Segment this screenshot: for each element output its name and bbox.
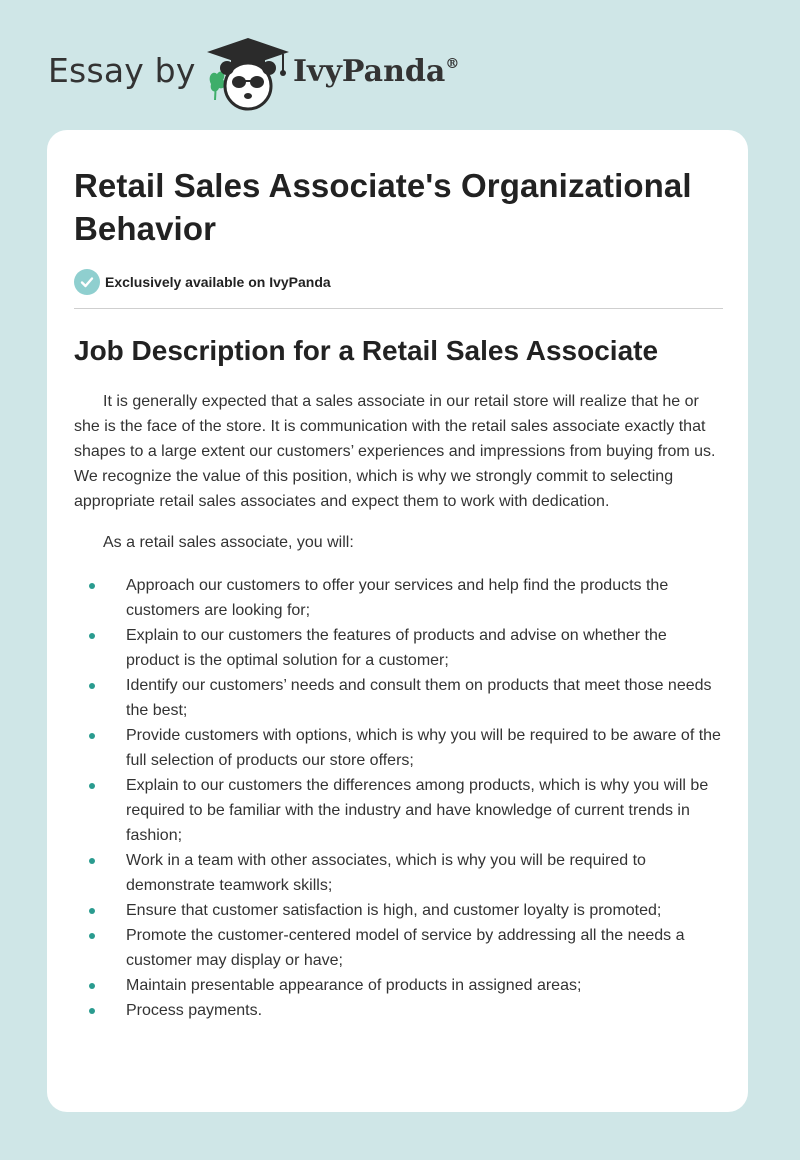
list-item (74, 848, 774, 898)
list-item (74, 723, 774, 773)
exclusive-badge (74, 269, 721, 295)
panda-graduate-icon[interactable] (203, 34, 293, 112)
list-intro-paragraph: As a retail sales associate, you will: (103, 534, 354, 551)
bullet-icon (89, 983, 95, 989)
list-item (74, 998, 774, 1023)
list-item-text: Process payments. (126, 1002, 263, 1019)
bullet-icon (89, 733, 95, 739)
checkmark-icon (74, 269, 100, 295)
brand-name-text: IvyPanda (293, 54, 446, 89)
bullet-icon (89, 683, 95, 689)
intro-paragraph: It is generally expected that a sales associate in our retail store will realize that he or she is the face of the store. It is communication with the retail sales associate exactly that shapes to a large extent our customers’ experiences and impressions from buying from us. We recognize the value of this position, which is why we strongly commit to selecting appropriate retail sales associates and expect them to work with dedication. (74, 393, 716, 510)
list-item (74, 623, 774, 673)
list-item-text: Explain to our customers the features of products and advise on whether the product is the optimal solution for a customer; (126, 627, 667, 669)
essay-card (47, 130, 748, 1112)
list-item (74, 573, 774, 623)
section-heading: Job Description for a Retail Sales Associate (74, 335, 659, 366)
list-item-text: Promote the customer-centered model of service by addressing all the needs a customer may display or have; (126, 927, 685, 969)
list-item-text: Provide customers with options, which is why you will be required to be aware of the full selection of products our store offers; (126, 727, 721, 769)
list-item-text: Maintain presentable appearance of products in assigned areas; (126, 977, 582, 994)
brand-prefix: Essay by (48, 51, 196, 90)
list-item (74, 773, 774, 848)
brand-name[interactable] (293, 54, 459, 89)
list-item-text: Explain to our customers the differences among products, which is why you will be required to be familiar with the industry and have knowledge of current trends in fashion; (126, 777, 709, 844)
list-item-text: Ensure that customer satisfaction is high, and customer loyalty is promoted; (126, 902, 662, 919)
bullet-icon (89, 583, 95, 589)
bullet-icon (89, 908, 95, 914)
list-item-text: Work in a team with other associates, which is why you will be required to demonstrate teamwork skills; (126, 852, 646, 894)
badge-text: Exclusively available on IvyPanda (105, 274, 331, 290)
bullet-icon (89, 1008, 95, 1014)
bullet-icon (89, 633, 95, 639)
registered-mark: ® (445, 56, 460, 72)
list-item (74, 973, 774, 998)
bullet-icon (89, 933, 95, 939)
list-item-text: Identify our customers’ needs and consult them on products that meet those needs the best; (126, 677, 712, 719)
page-title: Retail Sales Associate's Organizational Behavior (74, 167, 692, 247)
list-item (74, 898, 774, 923)
bullet-icon (89, 783, 95, 789)
list-item-text: Approach our customers to offer your services and help find the products the customers are looking for; (126, 577, 669, 619)
divider (74, 308, 723, 309)
list-item (74, 673, 774, 723)
duties-list (74, 573, 721, 1023)
bullet-icon (89, 858, 95, 864)
brand-header (48, 34, 488, 114)
list-item (74, 923, 774, 973)
